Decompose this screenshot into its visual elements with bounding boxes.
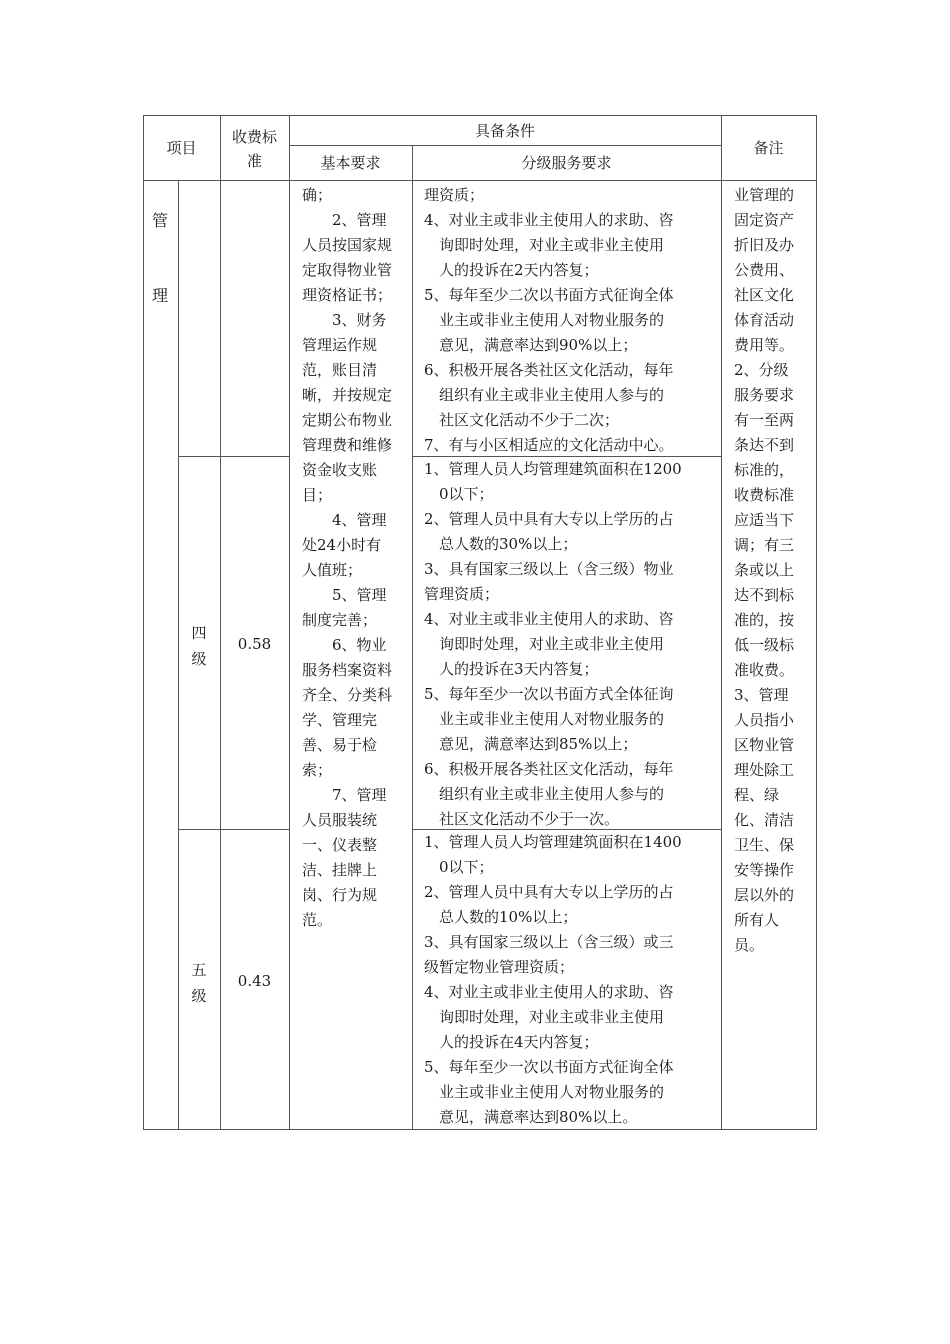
header-basic: [289, 145, 412, 180]
remarks-text: [734, 183, 814, 958]
basic-requirement-line: 资金收支账: [302, 461, 378, 479]
remark-line: 达不到标: [734, 586, 795, 604]
header-fee-line1: 收费标: [231, 128, 277, 146]
graded-requirement-line: 5、每年至少一次以书面方式全体征询: [424, 685, 674, 703]
remark-line: 服务要求: [734, 386, 795, 404]
level-name-5: [178, 957, 220, 1009]
level-name-5-line1: 五: [191, 961, 207, 979]
header-remarks: [721, 115, 816, 180]
graded-requirement-line: 1、管理人员人均管理建筑面积在1200: [424, 460, 682, 478]
graded-requirement-line: 管理资质；: [424, 585, 500, 603]
graded-requirement-line: 0以下；: [424, 858, 494, 876]
basic-requirement-line: 服务档案资料: [302, 661, 393, 679]
basic-requirement-line: 范，账目清: [302, 361, 378, 379]
graded-requirements-level-3: [424, 183, 720, 458]
remark-line: 员。: [734, 936, 765, 954]
basic-requirement-line: 处24小时有: [302, 536, 382, 554]
graded-requirement-line: 2、管理人员中具有大专以上学历的占: [424, 510, 674, 528]
header-project: [143, 115, 220, 180]
remark-line: 收费标准: [734, 486, 795, 504]
header-graded: [412, 145, 721, 180]
level-name-4-line2: 级: [191, 650, 207, 668]
basic-requirement-line: 4、管理: [302, 511, 387, 529]
remark-line: 准的，按: [734, 611, 795, 629]
basic-requirement-line: 目；: [302, 486, 333, 504]
header-fee: [220, 115, 289, 180]
basic-requirement-line: 索；: [302, 761, 333, 779]
remark-line: 业管理的: [734, 186, 795, 204]
basic-requirement-line: 制度完善；: [302, 611, 378, 629]
remark-line: 安等操作: [734, 861, 795, 879]
graded-requirement-line: 3、具有国家三级以上（含三级）或三: [424, 933, 674, 951]
header-graded-label: 分级服务要求: [521, 154, 612, 172]
graded-requirement-line: 社区文化活动不少于一次。: [424, 810, 620, 828]
basic-requirement-line: 3、财务: [302, 311, 387, 329]
basic-requirement-line: 范。: [302, 911, 333, 929]
remark-line: 理处除工: [734, 761, 795, 779]
basic-requirement-line: 理资格证书；: [302, 286, 393, 304]
basic-requirement-line: 6、物业: [302, 636, 387, 654]
remark-line: 人员指小: [734, 711, 795, 729]
header-project-label: 项目: [166, 139, 197, 157]
graded-requirement-line: 人的投诉在4天内答复；: [424, 1033, 599, 1051]
remark-line: 所有人: [734, 911, 780, 929]
remark-line: 条达不到: [734, 436, 795, 454]
level-name-4-line1: 四: [191, 624, 207, 642]
header-fee-line2: 准: [246, 152, 262, 170]
category-char-2: 理: [152, 286, 169, 305]
graded-requirement-line: 2、管理人员中具有大专以上学历的占: [424, 883, 674, 901]
basic-requirement-line: 定期公布物业: [302, 411, 393, 429]
level-divider-2: [178, 829, 289, 830]
graded-requirement-line: 询即时处理，对业主或非业主使用: [424, 1008, 665, 1026]
header-conditions-label: 具备条件: [474, 121, 535, 140]
remark-line: 折旧及办: [734, 236, 795, 254]
basic-requirement-line: 7、管理: [302, 786, 387, 804]
remark-line: 层以外的: [734, 886, 795, 904]
graded-requirements-level-4: [424, 457, 720, 832]
graded-requirement-line: 业主或非业主使用人对物业服务的: [424, 311, 665, 329]
basic-requirement-line: 洁、挂牌上: [302, 861, 378, 879]
graded-requirement-line: 组织有业主或非业主使用人参与的: [424, 386, 665, 404]
remark-line: 程、绿: [734, 786, 780, 804]
basic-requirement-line: 人值班；: [302, 561, 363, 579]
graded-requirements-level-5: [424, 830, 720, 1130]
basic-requirement-line: 人员服装统: [302, 811, 378, 829]
remark-line: 低一级标: [734, 636, 795, 654]
remark-line: 标准的，: [734, 461, 795, 479]
header-bottom-border: [143, 180, 816, 181]
graded-requirement-line: 意见，满意率达到80%以上。: [424, 1108, 638, 1126]
basic-requirement-line: 管理费和维修: [302, 436, 393, 454]
graded-requirement-line: 意见，满意率达到90%以上；: [424, 336, 638, 354]
level-fee-5: 0.43: [237, 972, 272, 990]
graded-requirement-line: 级暂定物业管理资质；: [424, 958, 575, 976]
graded-requirement-line: 业主或非业主使用人对物业服务的: [424, 1083, 665, 1101]
graded-requirement-line: 组织有业主或非业主使用人参与的: [424, 785, 665, 803]
basic-requirement-line: 齐全、分类科: [302, 686, 393, 704]
basic-requirement-line: 学、管理完: [302, 711, 378, 729]
basic-requirement-line: 确；: [302, 186, 333, 204]
graded-requirement-line: 4、对业主或非业主使用人的求助、咨: [424, 211, 674, 229]
basic-requirement-line: 一、仪表整: [302, 836, 378, 854]
basic-requirement-line: 2、管理: [302, 211, 387, 229]
remark-line: 体育活动: [734, 311, 795, 329]
remark-line: 准收费。: [734, 661, 795, 679]
remark-line: 费用等。: [734, 336, 795, 354]
remark-line: 条或以上: [734, 561, 795, 579]
graded-requirement-line: 人的投诉在2天内答复；: [424, 261, 599, 279]
basic-requirement-line: 管理运作规: [302, 336, 378, 354]
basic-requirement-line: 定取得物业管: [302, 261, 393, 279]
conditions-remarks-divider: [721, 115, 722, 1130]
graded-requirement-line: 0以下；: [424, 485, 494, 503]
category-char-1: 管: [152, 211, 169, 230]
graded-requirement-line: 4、对业主或非业主使用人的求助、咨: [424, 610, 674, 628]
table-border-right: [816, 115, 817, 1130]
table-border-left: [143, 115, 144, 1130]
basic-requirement-line: 晰，并按规定: [302, 386, 393, 404]
graded-requirement-line: 人的投诉在3天内答复；: [424, 660, 599, 678]
header-basic-label: 基本要求: [320, 154, 381, 172]
basic-requirement-line: 5、管理: [302, 586, 387, 604]
basic-requirements: [302, 183, 410, 933]
basic-graded-divider: [412, 145, 413, 1130]
graded-requirement-line: 理资质；: [424, 186, 485, 204]
graded-requirement-line: 业主或非业主使用人对物业服务的: [424, 710, 665, 728]
basic-requirement-line: 人员按国家规: [302, 236, 393, 254]
remark-line: 化、清洁: [734, 811, 795, 829]
remark-line: 应适当下: [734, 511, 795, 529]
level-fee-4: 0.58: [237, 635, 272, 653]
graded-requirement-line: 6、积极开展各类社区文化活动，每年: [424, 361, 674, 379]
graded-requirement-line: 4、对业主或非业主使用人的求助、咨: [424, 983, 674, 1001]
remark-line: 有一至两: [734, 411, 795, 429]
remark-line: 3、管理: [734, 686, 789, 704]
remark-line: 固定资产: [734, 211, 795, 229]
header-conditions: [289, 115, 721, 145]
graded-requirement-line: 7、有与小区相适应的文化活动中心。: [424, 436, 674, 454]
remark-line: 社区文化: [734, 286, 795, 304]
graded-requirement-line: 5、每年至少二次以书面方式征询全体: [424, 286, 674, 304]
graded-requirement-line: 总人数的30%以上；: [424, 535, 578, 553]
graded-requirement-line: 3、具有国家三级以上（含三级）物业: [424, 560, 674, 578]
level-name-4: [178, 620, 220, 672]
graded-requirement-line: 1、管理人员人均管理建筑面积在1400: [424, 833, 682, 851]
header-remarks-label: 备注: [753, 139, 784, 157]
basic-requirement-line: 岗、行为规: [302, 886, 378, 904]
graded-requirement-line: 询即时处理，对业主或非业主使用: [424, 236, 665, 254]
fee-conditions-divider: [289, 115, 290, 1130]
remark-line: 区物业管: [734, 736, 795, 754]
graded-requirement-line: 总人数的10%以上；: [424, 908, 578, 926]
level-divider-1: [178, 456, 289, 457]
graded-requirement-line: 5、每年至少一次以书面方式征询全体: [424, 1058, 674, 1076]
graded-requirement-line: 6、积极开展各类社区文化活动，每年: [424, 760, 674, 778]
remark-line: 卫生、保: [734, 836, 795, 854]
remark-line: 调；有三: [734, 536, 795, 554]
remark-line: 2、分级: [734, 361, 789, 379]
basic-requirement-line: 善、易于检: [302, 736, 378, 754]
graded-requirement-line: 社区文化活动不少于二次；: [424, 411, 620, 429]
remark-line: 公费用、: [734, 261, 795, 279]
graded-requirement-line: 询即时处理，对业主或非业主使用: [424, 635, 665, 653]
graded-requirement-line: 意见，满意率达到85%以上；: [424, 735, 638, 753]
level-name-5-line2: 级: [191, 987, 207, 1005]
